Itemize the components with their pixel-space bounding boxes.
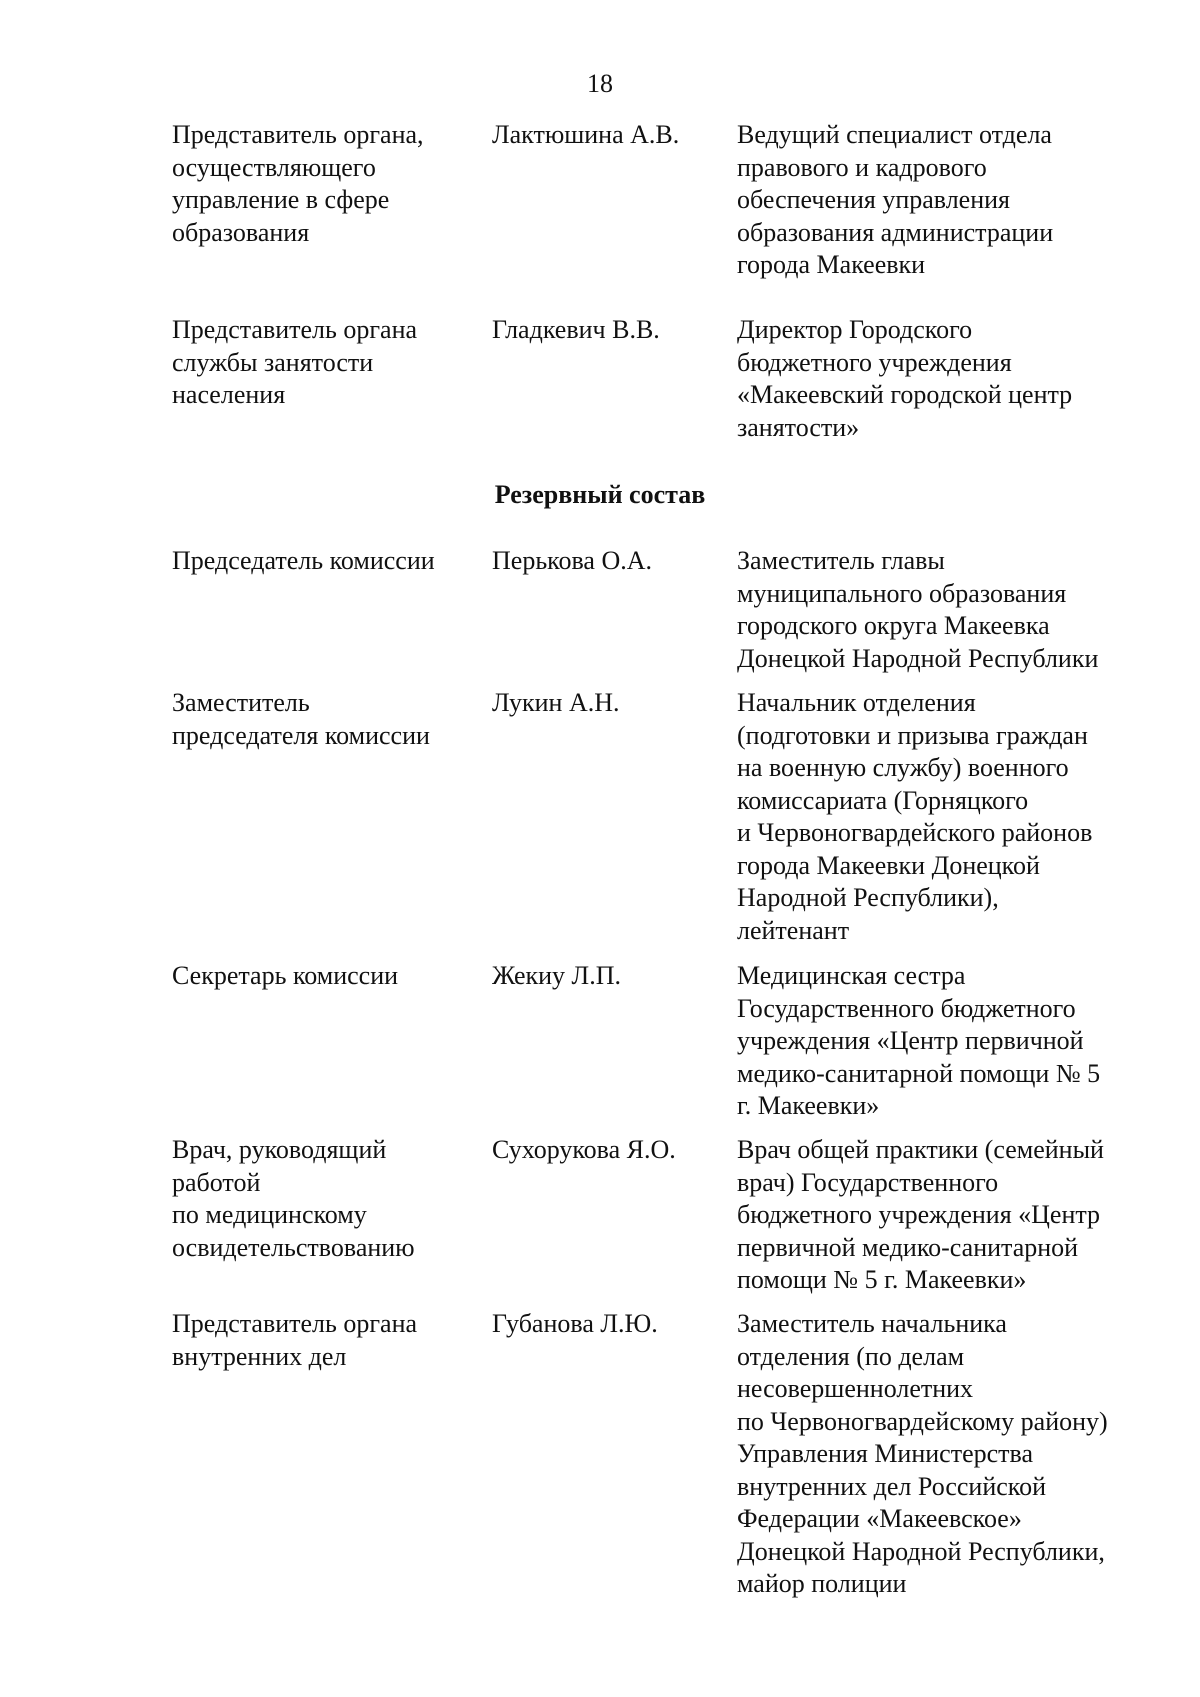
member-position: Заместитель главы муниципального образования городского округа Макеевка Донецкой Народной Республики [737, 546, 1099, 673]
member-role: Секретарь комиссии [172, 961, 399, 990]
member-position: Врач общей практики (семейный врач) Государственного бюджетного учреждения «Центр первичной медико-санитарной помощи № 5 г. Макеевки» [737, 1135, 1104, 1294]
member-name: Лактюшина А.В. [492, 120, 680, 149]
member-role: Представитель органа внутренних дел [172, 1309, 418, 1371]
member-name: Гладкевич В.В. [492, 315, 660, 344]
member-position: Медицинская сестра Государственного бюджетного учреждения «Центр первичной медико-санитарной помощи № 5 г. Макеевки» [737, 961, 1101, 1120]
member-role: Председатель комиссии [172, 546, 435, 575]
member-role: Врач, руководящий работой по медицинскому освидетельствованию [172, 1135, 415, 1262]
member-role: Представитель органа, осуществляющего управление в сфере образования [172, 120, 424, 247]
member-name: Лукин А.Н. [492, 688, 620, 717]
reserve-section-title: Резервный состав [494, 480, 706, 509]
member-role: Представитель органа службы занятости населения [172, 315, 418, 409]
member-name: Перькова О.А. [492, 546, 653, 575]
member-name: Сухорукова Я.О. [492, 1135, 676, 1164]
page-number: 18 [587, 69, 613, 98]
member-name: Жекиу Л.П. [492, 961, 621, 990]
member-position: Начальник отделения (подготовки и призыва граждан на военную службу) военного комиссариата (Горняцкого и Червоногвардейского районов города Макеевки Донецкой Народной Республики), лейтенант [737, 688, 1093, 945]
member-position: Директор Городского бюджетного учреждения «Макеевский городской центр занятости» [737, 315, 1073, 442]
member-name: Губанова Л.Ю. [492, 1309, 658, 1338]
member-position: Заместитель начальника отделения (по делам несовершеннолетних по Червоногвардейскому району) Управления Министерства внутренних дел Российской Федерации «Макеевское» Донецкой Народной Республики, майор полиции [737, 1309, 1108, 1598]
member-position: Ведущий специалист отдела правового и кадрового обеспечения управления образования администрации города Макеевки [737, 120, 1054, 279]
member-role: Заместитель председателя комиссии [172, 688, 430, 750]
